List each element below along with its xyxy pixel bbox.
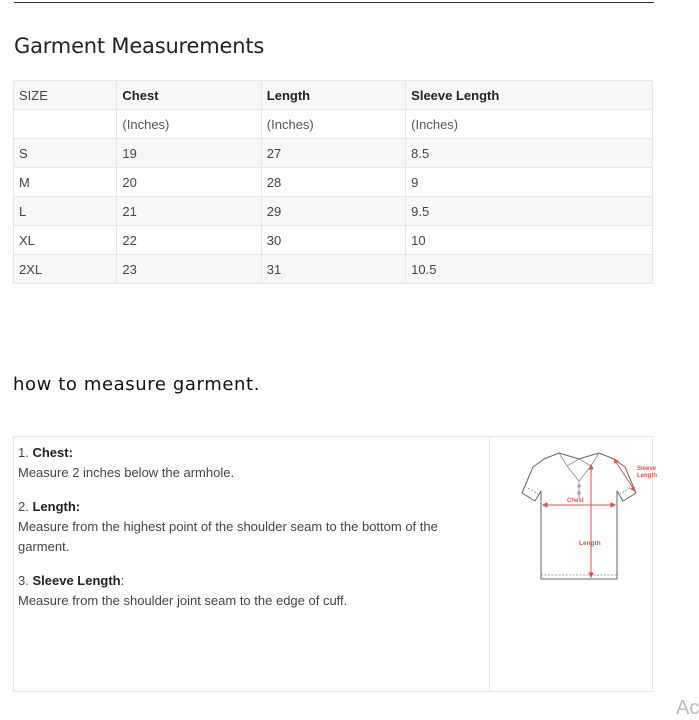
top-divider bbox=[14, 2, 654, 3]
instruction-label: Chest: bbox=[32, 445, 73, 460]
table-cell: 10 bbox=[406, 226, 653, 255]
table-cell: (Inches) bbox=[406, 110, 653, 139]
table-row bbox=[14, 197, 653, 226]
length-diagram-label: Length bbox=[579, 540, 601, 547]
instruction-chest bbox=[18, 443, 488, 483]
table-row bbox=[14, 255, 653, 284]
table-row bbox=[14, 139, 653, 168]
sleeve-diagram-label: Length bbox=[637, 473, 657, 479]
table-cell bbox=[14, 110, 117, 139]
instruction-text: Measure from the highest point of the shoulder seam to the bottom of the garment. bbox=[18, 519, 438, 554]
table-cell: 20 bbox=[117, 168, 261, 197]
table-cell: 19 bbox=[117, 139, 261, 168]
instruction-label: Sleeve Length bbox=[32, 573, 121, 588]
table-cell: 27 bbox=[261, 139, 405, 168]
table-cell: XL bbox=[14, 226, 117, 255]
chest-diagram-label: Chest bbox=[567, 498, 584, 504]
how-to-measure-heading: how to measure garment. bbox=[13, 374, 261, 395]
table-cell: L bbox=[14, 197, 117, 226]
instruction-label-suffix: : bbox=[120, 573, 125, 588]
table-cell: 28 bbox=[261, 168, 405, 197]
table-row bbox=[14, 226, 653, 255]
table-cell: 8.5 bbox=[406, 139, 653, 168]
table-header-cell: Chest bbox=[117, 81, 261, 110]
instruction-text: Measure 2 inches below the armhole. bbox=[18, 465, 235, 480]
table-cell: 23 bbox=[117, 255, 261, 284]
measurement-guide bbox=[13, 436, 657, 692]
table-header-cell: Length bbox=[261, 81, 405, 110]
instruction-number: 2. bbox=[18, 499, 33, 514]
table-cell: 9.5 bbox=[406, 197, 653, 226]
instruction-length bbox=[18, 497, 488, 557]
truncated-text: Ac bbox=[676, 697, 699, 719]
table-cell: 30 bbox=[261, 226, 405, 255]
table-header-cell: SIZE bbox=[14, 81, 117, 110]
size-chart-table bbox=[13, 80, 653, 284]
table-cell: (Inches) bbox=[117, 110, 261, 139]
polo-shirt-outline-icon bbox=[522, 453, 636, 579]
sleeve-diagram-label: Sleeve bbox=[637, 466, 657, 472]
table-cell: (Inches) bbox=[261, 110, 405, 139]
polo-shirt-diagram bbox=[509, 441, 659, 591]
page-title: Garment Measurements bbox=[14, 34, 265, 58]
table-header-cell: Sleeve Length bbox=[406, 81, 653, 110]
table-cell: 22 bbox=[117, 226, 261, 255]
table-cell: 21 bbox=[117, 197, 261, 226]
table-cell: 10.5 bbox=[406, 255, 653, 284]
measurement-instructions bbox=[18, 443, 488, 625]
instruction-number: 3. bbox=[18, 573, 33, 588]
table-cell: 9 bbox=[406, 168, 653, 197]
table-cell: 31 bbox=[261, 255, 405, 284]
instruction-number: 1. bbox=[18, 445, 33, 460]
table-unit-row bbox=[14, 110, 653, 139]
instruction-text: Measure from the shoulder joint seam to the edge of cuff. bbox=[18, 593, 348, 608]
table-row bbox=[14, 168, 653, 197]
column-divider bbox=[489, 437, 490, 691]
table-cell: 2XL bbox=[14, 255, 117, 284]
table-cell: S bbox=[14, 139, 117, 168]
instruction-label: Length: bbox=[32, 499, 81, 514]
instruction-sleeve-length bbox=[18, 571, 488, 611]
table-header-row bbox=[14, 81, 653, 110]
table-cell: M bbox=[14, 168, 117, 197]
table-cell: 29 bbox=[261, 197, 405, 226]
